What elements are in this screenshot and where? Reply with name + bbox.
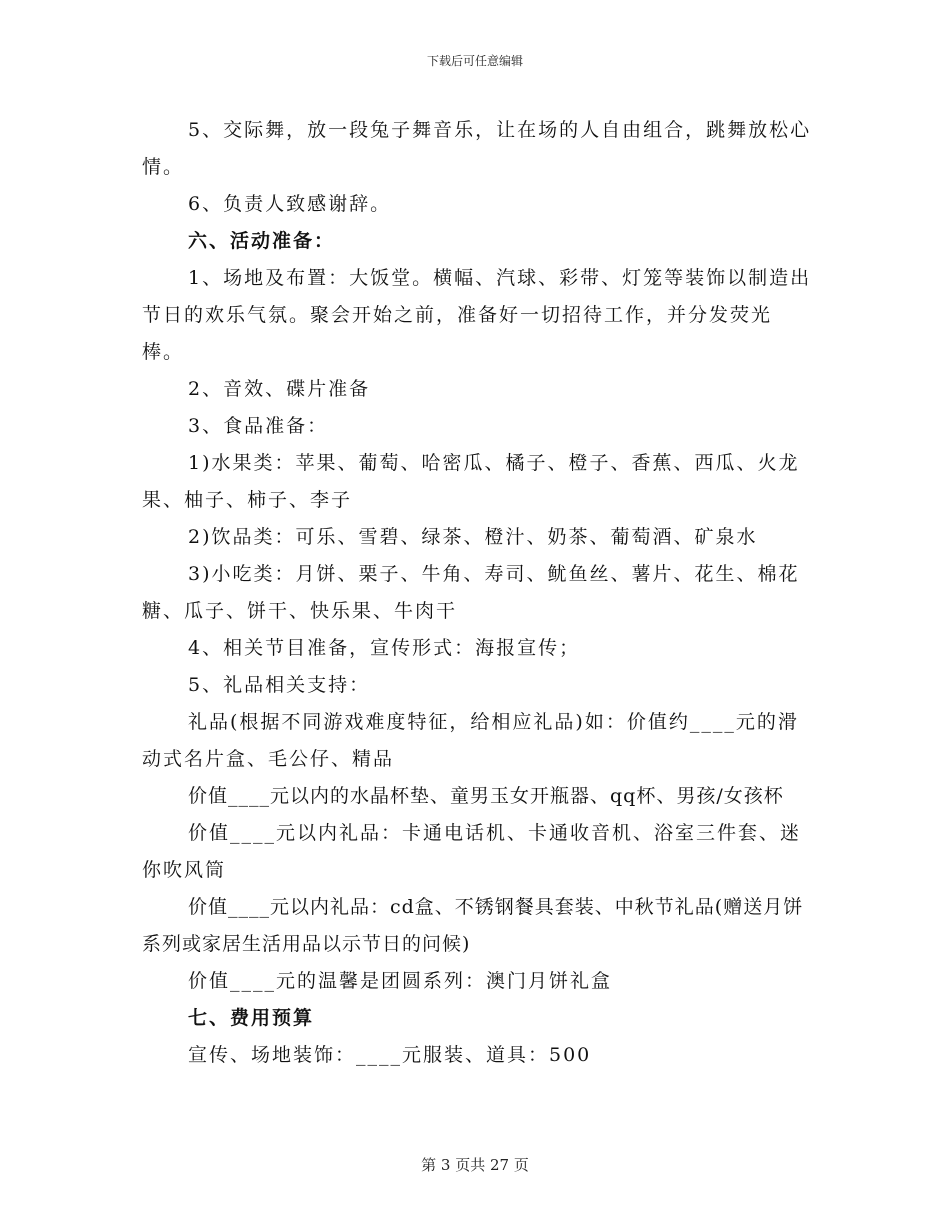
paragraph-gifts: 5、礼品相关支持： <box>188 674 371 696</box>
paragraph-thanks: 6、负责人致感谢辞。 <box>188 193 392 215</box>
paragraph-gift-tier-2: 价值____元以内的水晶杯垫、童男玉女开瓶器、qq杯、男孩/女孩杯 <box>188 785 784 807</box>
paragraph-gift-tier-4: 价值____元以内礼品：cd盒、不锈钢餐具套装、中秋节礼品(赠送月饼系列或家居生活用品以示节日的问候) <box>142 896 804 955</box>
document-body <box>142 112 812 1074</box>
paragraph-fruit: 1)水果类：苹果、葡萄、哈密瓜、橘子、橙子、香蕉、西瓜、火龙果、柚子、柿子、李子 <box>142 452 800 511</box>
section-heading-preparation: 六、活动准备： <box>188 230 336 252</box>
paragraph-audio: 2、音效、碟片准备 <box>188 378 371 400</box>
page-header: 下载后可任意编辑 <box>426 54 523 68</box>
paragraph-snacks: 3)小吃类：月饼、栗子、牛角、寿司、鱿鱼丝、薯片、花生、棉花糖、瓜子、饼干、快乐果、牛肉干 <box>142 563 800 622</box>
paragraph-budget: 宣传、场地装饰：____元服装、道具：500 <box>188 1044 592 1066</box>
paragraph-gift-tier-3: 价值____元以内礼品：卡通电话机、卡通收音机、浴室三件套、迷你吹风筒 <box>142 822 802 881</box>
paragraph-dance: 5、交际舞，放一段兔子舞音乐，让在场的人自由组合，跳舞放松心情。 <box>142 119 812 178</box>
page-footer: 第 3 页共 27 页 <box>421 1156 529 1174</box>
paragraph-drinks: 2)饮品类：可乐、雪碧、绿茶、橙汁、奶茶、葡萄酒、矿泉水 <box>188 526 758 548</box>
paragraph-gift-tier-5: 价值____元的温馨是团圆系列：澳门月饼礼盒 <box>188 970 613 992</box>
paragraph-food: 3、食品准备： <box>188 415 329 437</box>
paragraph-gift-tier-1: 礼品(根据不同游戏难度特征，给相应礼品)如：价值约____元的滑动式名片盒、毛公仔、精品 <box>142 711 799 770</box>
paragraph-program: 4、相关节目准备，宣传形式：海报宣传； <box>188 637 581 659</box>
section-heading-budget: 七、费用预算 <box>188 1007 315 1029</box>
paragraph-venue: 1、场地及布置：大饭堂。横幅、汽球、彩带、灯笼等装饰以制造出节日的欢乐气氛。聚会开始之前，准备好一切招待工作，并分发荧光棒。 <box>142 267 812 363</box>
